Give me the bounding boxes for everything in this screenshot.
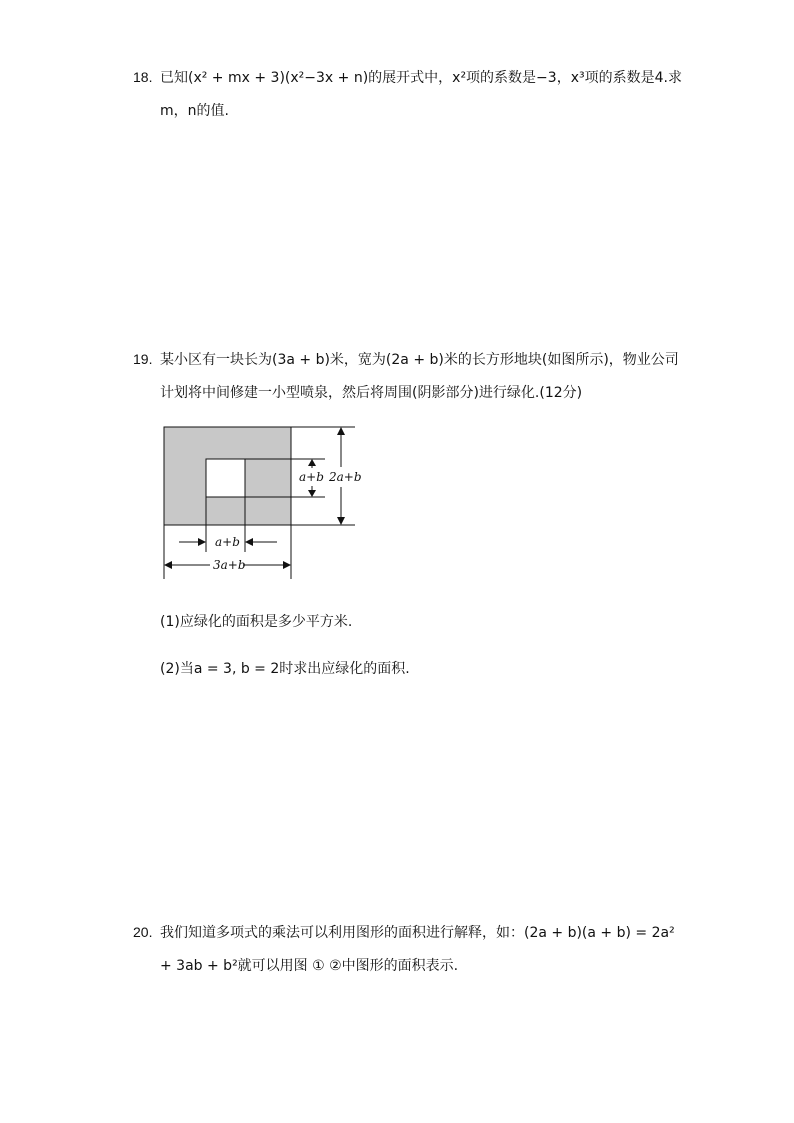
garden-figure bbox=[155, 422, 375, 582]
question-text-line: 某小区有一块长为(3a + b)米，宽为(2a + b)米的长方形地块(如图所示)，物业公司 bbox=[160, 352, 679, 368]
question-text-line: 计划将中间修建一小型喷泉，然后将周围(阴影部分)进行绿化.(12分) bbox=[160, 385, 583, 401]
question-text-line: 已知(x² + mx + 3)(x²−3x + n)的展开式中，x²项的系数是−3，x³项的系数是4.求 bbox=[160, 70, 682, 86]
question-number: 18. bbox=[133, 69, 153, 85]
fountain-square bbox=[206, 459, 245, 497]
label-total-height: 2a+b bbox=[329, 470, 362, 484]
label-inner-height: a+b bbox=[299, 470, 324, 484]
question-text-line: m，n的值. bbox=[160, 103, 229, 119]
label-inner-width: a+b bbox=[215, 535, 240, 549]
question-number: 20. bbox=[133, 924, 153, 940]
question-text-line: 我们知道多项式的乘法可以利用图形的面积进行解释，如：(2a + b)(a + b) = 2a² bbox=[160, 925, 675, 941]
sub-question-1: (1)应绿化的面积是多少平方米. bbox=[160, 614, 353, 630]
question-number: 19. bbox=[133, 351, 153, 367]
label-total-width: 3a+b bbox=[213, 558, 246, 572]
question-text-line: + 3ab + b²就可以用图 ① ②中图形的面积表示. bbox=[160, 958, 459, 974]
sub-question-2: (2)当a = 3, b = 2时求出应绿化的面积. bbox=[160, 661, 410, 677]
